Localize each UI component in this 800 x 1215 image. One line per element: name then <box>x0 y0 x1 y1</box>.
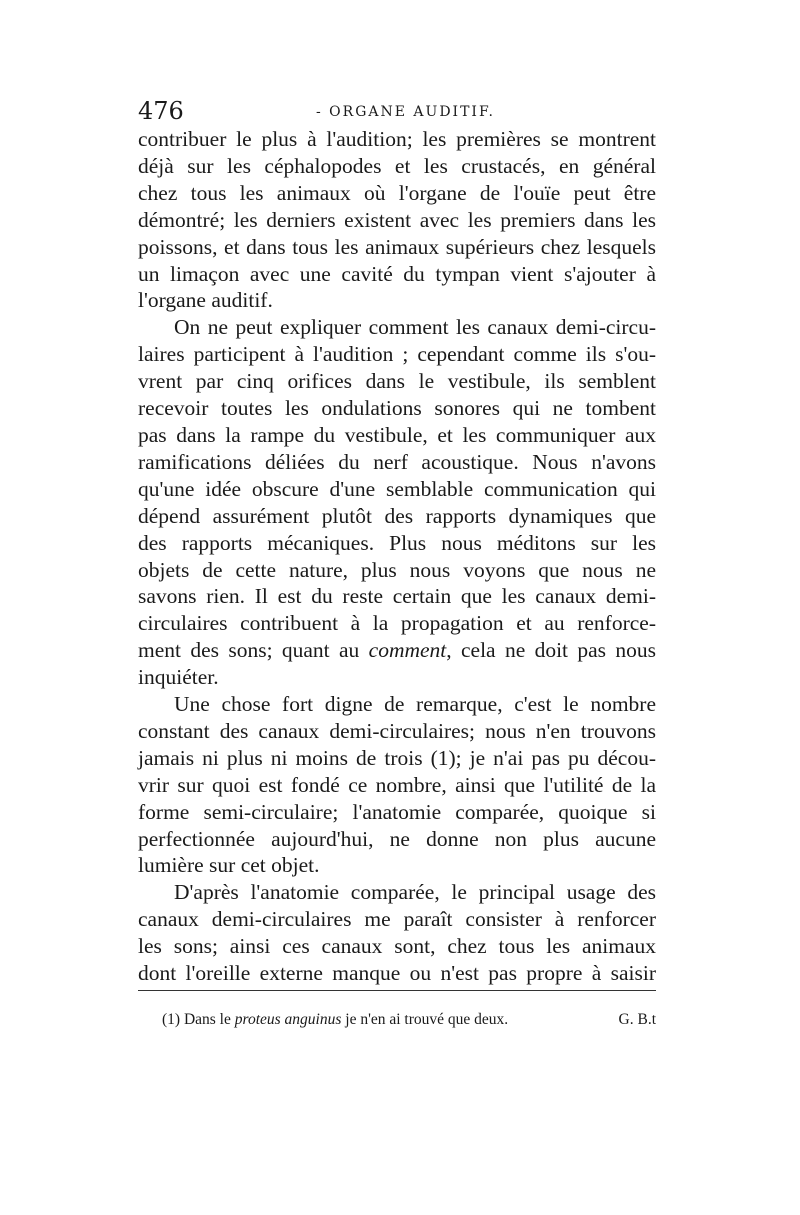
text-line: dont l'oreille externe manque ou n'est pas propre à saisir <box>138 961 656 986</box>
footnote-signature: G. B.t <box>618 1011 656 1028</box>
text-line: démontré; les derniers existent avec les premiers dans les <box>138 207 656 232</box>
text-line: constant des canaux demi-circulaires; nous n'en trouvons <box>138 718 656 743</box>
running-head: - ORGANE AUDITIF. <box>316 104 495 120</box>
italic-word: comment <box>368 638 447 663</box>
text-line: un limaçon avec une cavité du tympan vient s'ajouter à <box>138 261 656 286</box>
text-line: savons rien. Il est du reste certain que les canaux demi- <box>138 584 656 609</box>
text-line: perfectionnée aujourd'hui, ne donne non plus aucune <box>138 826 656 851</box>
text-line: inquiéter. <box>138 665 219 690</box>
text-line: déjà sur les céphalopodes et les crustacés, en général <box>138 153 656 178</box>
text-line: vrent par cinq orifices dans le vestibule, ils semblent <box>138 369 656 394</box>
text-line: dépend assurément plutôt des rapports dynamiques que <box>138 503 656 528</box>
text-line: vrir sur quoi est fondé ce nombre, ainsi que l'utilité de la <box>138 772 656 797</box>
text-line: forme semi-circulaire; l'anatomie comparée, quoique si <box>138 799 656 824</box>
footnote-species: proteus anguinus <box>234 1011 342 1028</box>
text-line-with-italic: ment des sons; quant au comment, cela ne doit pas nous <box>138 638 657 663</box>
body-text <box>138 126 656 987</box>
text-line: les sons; ainsi ces canaux sont, chez tous les animaux <box>138 934 656 959</box>
paragraph-1 <box>138 126 656 314</box>
footnote-divider <box>138 990 656 991</box>
text-line: des rapports mécaniques. Plus nous méditons sur les <box>138 530 656 555</box>
footnote-marker: (1) Dans le <box>162 1011 231 1028</box>
text-line: lumière sur cet objet. <box>138 853 320 878</box>
text-line: contribuer le plus à l'audition; les premières se montrent <box>138 127 656 151</box>
paragraph-3 <box>138 691 656 879</box>
paragraph-4 <box>138 879 656 987</box>
text-line: pas dans la rampe du vestibule, et les communiquer aux <box>138 422 656 447</box>
footnote <box>162 1010 656 1030</box>
footnote-text: je n'en ai trouvé que deux. <box>345 1011 509 1028</box>
page-header <box>138 96 666 126</box>
text-line: D'après l'anatomie comparée, le principal usage des <box>174 880 656 905</box>
text-line: objets de cette nature, plus nous voyons que nous ne <box>138 557 656 582</box>
text-line: poissons, et dans tous les animaux supérieurs chez lesquels <box>138 234 656 259</box>
text-line: ramifications déliées du nerf acoustique. Nous n'avons <box>138 449 656 474</box>
text-line: jamais ni plus ni moins de trois (1); je n'ai pas pu décou- <box>138 745 656 770</box>
paragraph-2 <box>138 314 656 691</box>
text-line: qu'une idée obscure d'une semblable communication qui <box>138 476 656 501</box>
text-line: l'organe auditif. <box>138 288 273 313</box>
text-line: recevoir toutes les ondulations sonores qui ne tombent <box>138 396 656 421</box>
page-number: 476 <box>138 97 184 125</box>
text-line: Une chose fort digne de remarque, c'est le nombre <box>174 692 656 717</box>
text-line: circulaires contribuent à la propagation et au renforce- <box>138 611 656 636</box>
text-line: chez tous les animaux où l'organe de l'ouïe peut être <box>138 180 656 205</box>
text-line: laires participent à l'audition ; cependant comme ils s'ou- <box>138 342 656 367</box>
text-line: canaux demi-circulaires me paraît consister à renforcer <box>138 907 656 932</box>
text-line: On ne peut expliquer comment les canaux demi-circu- <box>174 315 656 340</box>
